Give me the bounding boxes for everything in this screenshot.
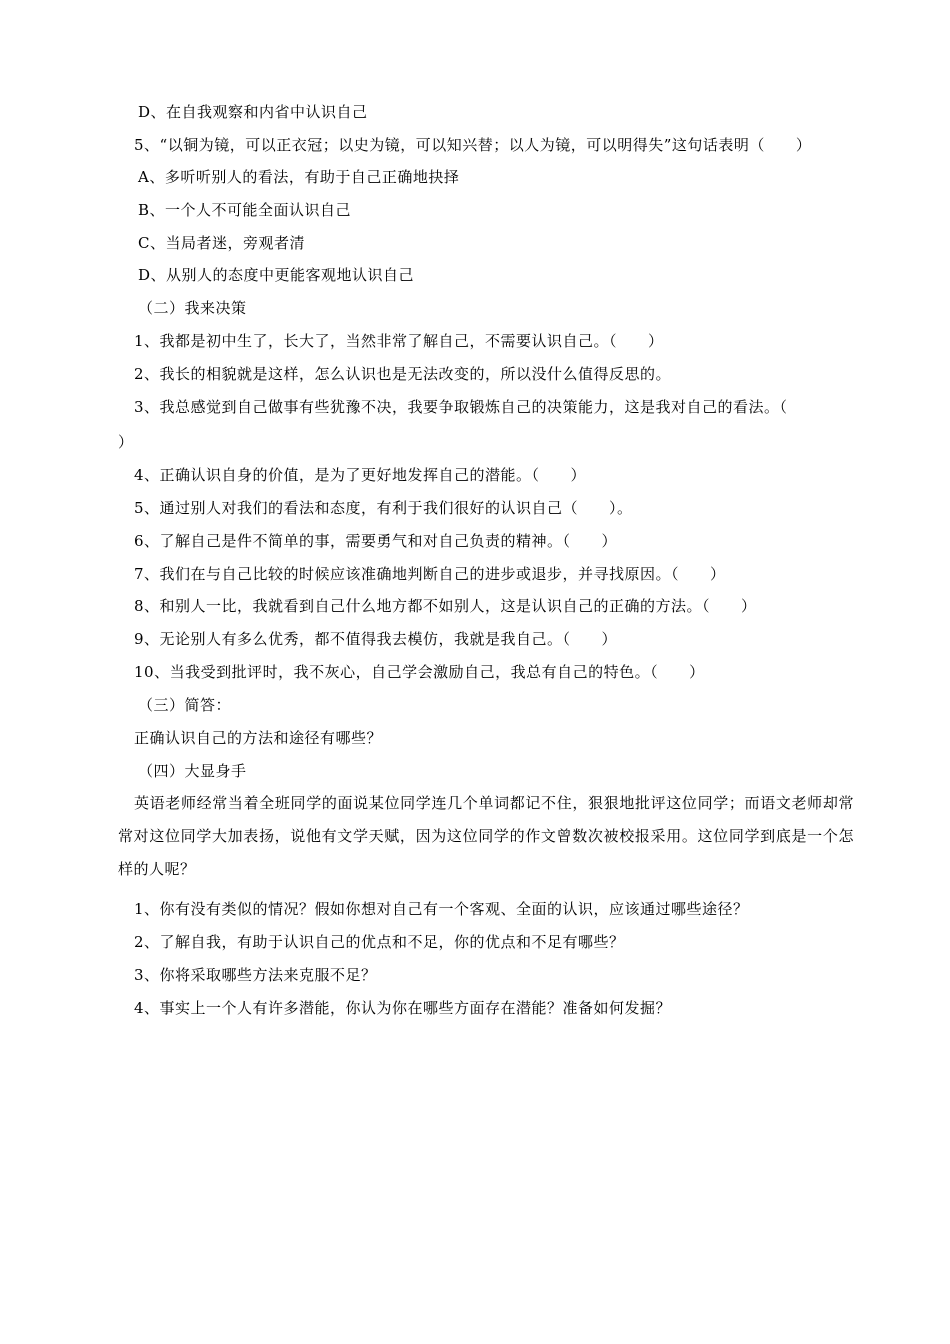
q5-option-d: D、从别人的态度中更能客观地认识自己 [138,266,415,284]
scenario-question: 3、你将采取哪些方法来克服不足？ [134,966,377,984]
q5-option-c: C、当局者迷，旁观者清 [138,234,305,252]
judgment-item: 6、了解自己是件不简单的事，需要勇气和对自己负责的精神。（ ） [134,532,618,550]
section-heading-four: （四）大显身手 [138,762,247,780]
judgment-item: 3、我总感觉到自己做事有些犹豫不决，我要争取锻炼自己的决策能力，这是我对自己的看法。（ [134,398,788,416]
judgment-item-wrap: ） [118,433,134,451]
scenario-question: 4、事实上一个人有许多潜能，你认为你在哪些方面存在潜能？准备如何发掘？ [134,999,672,1017]
q5-stem: 5、“以铜为镜，可以正衣冠；以史为镜，可以知兴替；以人为镜，可以明得失”这句话表明（ ） [134,136,812,154]
judgment-item: 10、当我受到批评时，我不灰心，自己学会激励自己，我总有自己的特色。（ ） [134,663,705,681]
section-heading-two: （二）我来决策 [138,299,247,317]
scenario-passage: 英语老师经常当着全班同学的面说某位同学连几个单词都记不住，狠狠地批评这位同学；而语文老师却常常对这位同学大加表扬，说他有文学天赋，因为这位同学的作文曾数次被校报采用。这位同学到底是一个怎样的人呢？ [118,794,854,878]
q4-option-d: D、在自我观察和内省中认识自己 [138,103,368,121]
judgment-item: 5、通过别人对我们的看法和态度，有利于我们很好的认识自己（ ）。 [134,499,633,517]
judgment-item: 4、正确认识自身的价值，是为了更好地发挥自己的潜能。（ ） [134,466,587,484]
judgment-item: 8、和别人一比，我就看到自己什么地方都不如别人，这是认识自己的正确的方法。（ ） [134,597,757,615]
q5-option-b: B、一个人不可能全面认识自己 [138,201,352,219]
scenario-question: 1、你有没有类似的情况？假如你想对自己有一个客观、全面的认识，应该通过哪些途径？ [134,900,749,918]
section-heading-three: （三）简答： [138,696,232,714]
judgment-item: 7、我们在与自己比较的时候应该准确地判断自己的进步或退步，并寻找原因。（ ） [134,565,726,583]
short-answer-question: 正确认识自己的方法和途径有哪些？ [134,729,383,747]
scenario-question: 2、了解自我，有助于认识自己的优点和不足，你的优点和不足有哪些？ [134,933,625,951]
judgment-item: 1、我都是初中生了，长大了，当然非常了解自己，不需要认识自己。（ ） [134,332,664,350]
judgment-item: 2、我长的相貌就是这样，怎么认识也是无法改变的，所以没什么值得反思的。 [134,365,672,383]
q5-option-a: A、多听听别人的看法，有助于自己正确地抉择 [138,168,460,186]
judgment-item: 9、无论别人有多么优秀，都不值得我去模仿，我就是我自己。（ ） [134,630,618,648]
